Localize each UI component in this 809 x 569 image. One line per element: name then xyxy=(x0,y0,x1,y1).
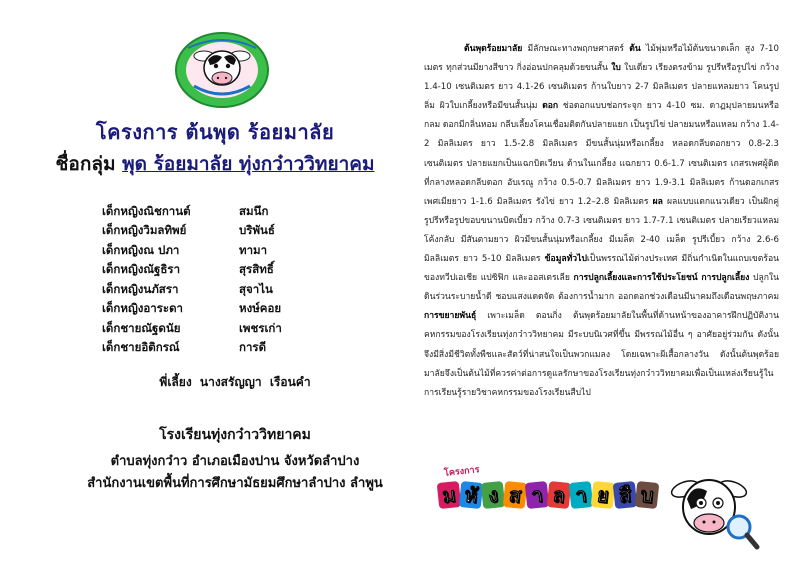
keyword-cultivation: การปลูกเลี้ยง xyxy=(701,273,750,284)
description-heading: ต้นพุดร้อยมาลัย xyxy=(464,44,523,54)
description-text: ไม้พุ่มหรือไม้ต้นขนาดเล็ก สูง 7-10 เมตร ทุกส่วนมียางสีขาว กิ่งอ่อนปกคลุมด้วยขนสั้น xyxy=(424,44,779,74)
keyword-fruit: ผล xyxy=(652,196,663,207)
mentor-surname: เรือนคำ xyxy=(269,375,311,389)
keyword-flower: ดอก xyxy=(542,101,559,112)
banner-letter: ล xyxy=(547,481,572,509)
member-first-name: เด็กชายอิติกรณ์ xyxy=(102,340,180,355)
member-row xyxy=(102,202,342,222)
member-last-name: สุจาไน xyxy=(239,281,273,296)
member-first-name: เด็กหญิงณ ปภา xyxy=(102,242,180,257)
keyword-leaf: ใบ xyxy=(611,63,621,74)
keyword-stem: ต้น xyxy=(629,44,641,54)
member-first-name: เด็กหญิงณัฐธิรา xyxy=(102,262,181,277)
description-text: เป็นพรรณไม้ต่างประเทศ มีถิ่นกำเนิดในแถบเขตร้อนของทวีปเอเชีย แปซิฟิก และออสเตรเลีย xyxy=(424,254,779,284)
cow-mascot-icon xyxy=(661,465,761,555)
member-row xyxy=(102,319,342,339)
address-line-1: ตำบลทุ่งกว๋าว อำเภอเมืองปาน จังหวัดลำปาง xyxy=(110,454,360,469)
member-first-name: เด็กชายณัฐดนัย xyxy=(102,320,181,335)
mentor-name: นางสรัญญา xyxy=(199,375,262,389)
member-last-name: บริพันธ์ xyxy=(239,223,275,238)
member-last-name: สุรสิทธิ์ xyxy=(239,262,274,277)
description-text: เพาะเมล็ด ตอนกิ่ง ต้นพุดร้อยมาลัยในพื้นที่ด้านหน้าของอาคารฝึกปฏิบัติงานคหกรรมของโรงเรียนทุ่งกว๋าววิทยาคม มีระบบนิเวศที่ขึ้น มีพรรณไม้อื่น ๆ อาศัยอยู่ร่วมกัน ดังนั้นจึงมีสิ่งมีชีวิตทั้งพืชและสัตว์ที่น่าสนใจเป็นพวกแมลง โดยเฉพาะผีเสื้อกลางวัน ดังนั้นต้นพุดร้อยมาลัยจึงเป็นต้นไม้ที่ควรค่าต่อการดูแลรักษาของโรงเรียนทุ่งกว๋าววิทยาคมเพื่อเป็นแหล่งเรียนรู้ในการเรียนรู้รายวิชาคหกรรมของโรงเรียนสืบไป xyxy=(424,311,779,398)
member-row xyxy=(102,261,342,281)
member-last-name: สมนึก xyxy=(239,203,269,218)
school-name: โรงเรียนทุ่งกว๋าววิทยาคม xyxy=(159,427,311,443)
description-text: ผลแบบแตกแนวเดียว เป็นฝักคู่ รูปรีหรือรูปขอบขนานบิดเบี้ยว กว้าง 0.7-3 เซนติเมตร ยาว 1.7-7.1 เซนติเมตร ปลายเรียวแหลมโค้งกลับ มีสันตามยาว ผิวมีขนสั้นนุ่มหรือเกลี้ยง มีเมล็ด 2-40 เมล็ด รูปรีเบี้ยว กว้าง 2.6-6 มิลลิเมตร ยาว 5-10 มิลลิเมตร xyxy=(424,196,779,265)
banner-letter: ส xyxy=(503,481,528,509)
members-list xyxy=(102,202,342,358)
member-last-name: ทามา xyxy=(239,242,268,257)
address-line-2: สำนักงานเขตพื้นที่การศึกษามัธยมศึกษาลำปาง ลำพูน xyxy=(87,476,383,491)
member-row xyxy=(102,280,342,300)
cow-logo-icon xyxy=(174,30,270,110)
member-row xyxy=(102,300,342,320)
banner-letter: า xyxy=(525,481,550,509)
description-paragraph xyxy=(424,40,779,470)
member-first-name: เด็กหญิงอาระดา xyxy=(102,301,183,316)
keyword-general-info: ข้อมูลทั่วไป xyxy=(544,254,587,265)
banner-letter: ง xyxy=(481,481,506,509)
keyword-propagation: การขยายพันธุ์ xyxy=(424,311,477,322)
description-text: มีลักษณะทางพฤกษศาสตร์ xyxy=(522,44,630,54)
member-first-name: เด็กหญิงนภัสรา xyxy=(102,281,179,296)
member-last-name: เพชรเก่า xyxy=(239,320,282,335)
member-row xyxy=(102,339,342,359)
banner-tag: โครงการ xyxy=(443,465,480,479)
banner-letter: หั xyxy=(459,481,484,509)
mentor-line xyxy=(0,373,470,392)
group-label: ชื่อกลุ่ม xyxy=(55,153,116,175)
member-last-name: การดี xyxy=(239,340,267,355)
member-first-name: เด็กหญิงวิมลทิพย์ xyxy=(102,223,187,238)
keyword-cultivation-use: การปลูกเลี้ยงและการใช้ประโยชน์ xyxy=(573,273,698,284)
member-row xyxy=(102,241,342,261)
member-first-name: เด็กหญิงณิชกานต์ xyxy=(102,203,191,218)
banner-letter: บ xyxy=(635,481,660,509)
member-row xyxy=(102,222,342,242)
banner-letters xyxy=(438,482,658,508)
description-text: ช่อดอกแบบช่อกระจุก ยาว 4-10 ซม. ดาฏมุปลายมนหรือกลม ดอกมีกลิ่นหอม กลีบเลี้ยงโคนเชื่อมติดกันปลายแยก เป็นรูปไข่ ปลายมนหรือแหลม กว้าง 1.4-2 มิลลิเมตร ยาว 1.5-2.8 มิลลิเมตร มีขนสั้นนุ่มหรือเกลี้ยง หลอดกลีบดอกยาว 0.8-2.3 เซนติเมตร ปลายแยกเป็นแฉกบิดเวียน ด้านในเกลี้ยง แฉกยาว 0.6-1.7 เซนติเมตร เกสรเพศผู้ติดที่กลางหลอดกลีบดอก อับเรณู กว้าง 0.5-0.7 มิลลิเมตร ยาว 1.9-3.1 มิลลิเมตร ก้านดอกเกสรเพศเมียยาว 1-1.6 มิลลิเมตร รังไข่ ยาว 1.2–2.8 มิลลิเมตร xyxy=(424,101,779,207)
banner-letter: ย xyxy=(591,481,616,509)
banner-letter: สื xyxy=(613,481,638,509)
project-title: โครงการ ต้นพุด ร้อยมาลัย xyxy=(95,120,335,144)
member-last-name: หงษ์คอย xyxy=(239,301,282,316)
description-text: ปลูกในดินร่วนระบายน้ำดี ชอบแสงแดดจัด ต้องการน้ำมาก ออกดอกช่วงเดือนมีนาคมถึงเดือนพฤษภาคม xyxy=(424,273,779,303)
banner-letter: ม xyxy=(437,481,462,509)
description-text: ใบเดี่ยว เรียงตรงข้าม รูปรีหรือรูปไข่ กว้าง 1.4-10 เซนติเมตร ยาว 4.1-26 เซนติเมตร ก้านใบยาว 2-7 มิลลิเมตร ปลายแหลมยาว โคนรูปลิ่ม ผิวใบเกลี้ยงหรือมีขนสั้นนุ่ม xyxy=(424,63,780,112)
banner-letter: า xyxy=(569,481,594,509)
group-heading xyxy=(0,149,430,179)
group-name: พุด ร้อยมาลัย ทุ่งกว๋าววิทยาคม xyxy=(122,153,375,175)
mentor-label: พี่เลี้ยง xyxy=(159,375,192,389)
